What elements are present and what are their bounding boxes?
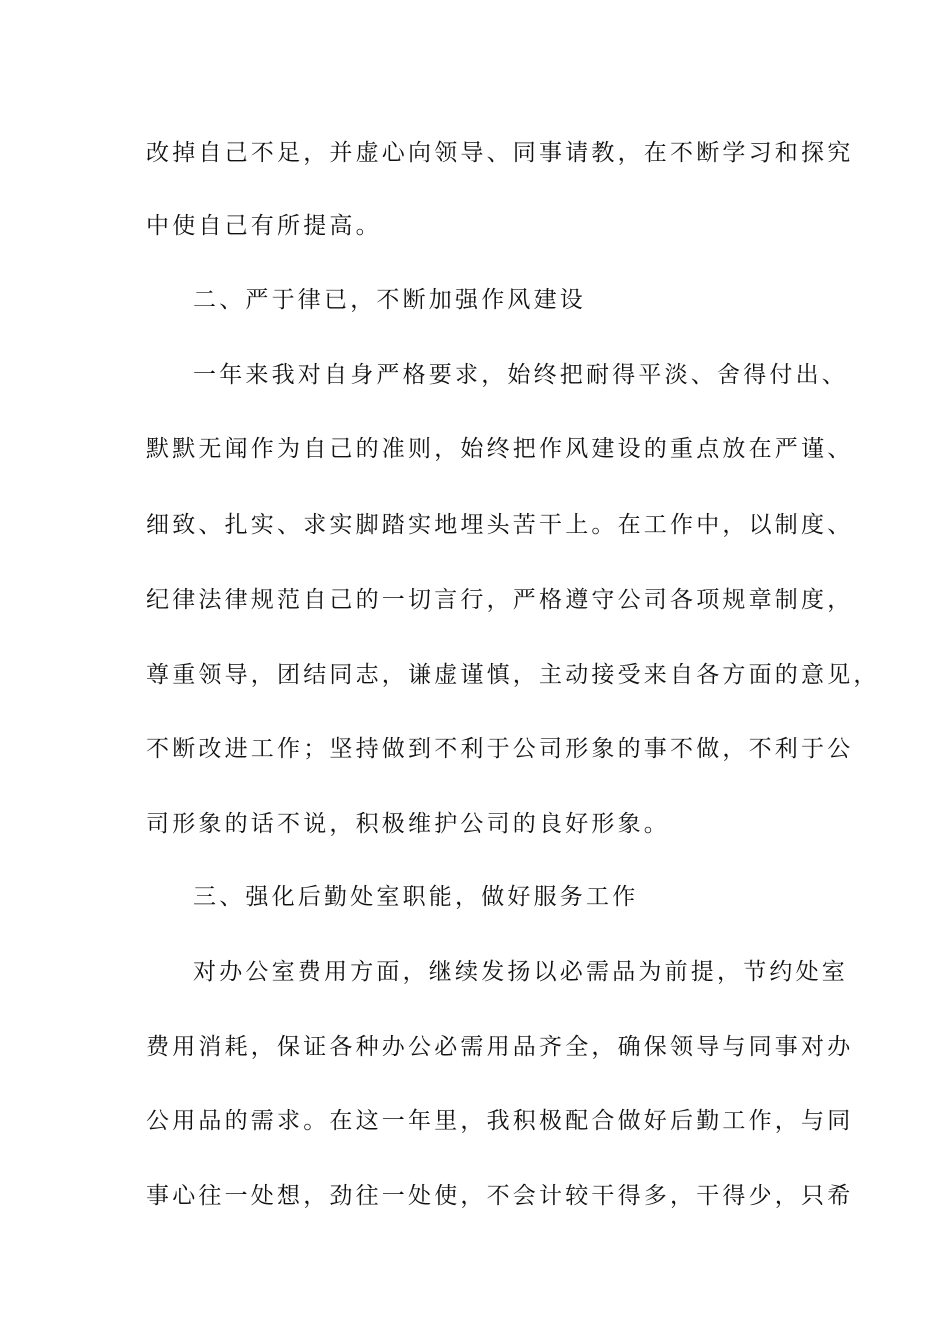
text-line: 默默无闻作为自己的准则，始终把作风建设的重点放在严谨、 [146, 436, 854, 462]
text-line: 费用消耗，保证各种办公必需用品齐全，确保领导与同事对办 [146, 1034, 854, 1060]
section-heading: 三、强化后勤处室职能，做好服务工作 [193, 884, 639, 910]
text-line: 对办公室费用方面，继续发扬以必需品为前提，节约处室 [193, 959, 848, 985]
text-line: 细致、扎实、求实脚踏实地埋头苦干上。在工作中，以制度、 [146, 512, 854, 538]
text-line: 不断改进工作；坚持做到不利于公司形象的事不做，不利于公 [146, 736, 854, 762]
text-line: 纪律法律规范自己的一切言行，严格遵守公司各项规章制度， [146, 587, 854, 613]
text-line: 司形象的话不说，积极维护公司的良好形象。 [146, 811, 670, 837]
text-line: 中使自己有所提高。 [146, 213, 382, 239]
text-line: 尊重领导，团结同志，谦虚谨慎，主动接受来自各方面的意见， [146, 662, 880, 688]
text-line: 公用品的需求。在这一年里，我积极配合做好后勤工作，与同 [146, 1108, 854, 1134]
section-heading: 二、严于律已，不断加强作风建设 [193, 287, 586, 313]
text-line: 改掉自己不足，并虚心向领导、同事请教，在不断学习和探究 [146, 140, 854, 166]
text-line: 事心往一处想，劲往一处使，不会计较干得多，干得少，只希 [146, 1183, 854, 1209]
text-line: 一年来我对自身严格要求，始终把耐得平淡、舍得付出、 [193, 362, 848, 388]
